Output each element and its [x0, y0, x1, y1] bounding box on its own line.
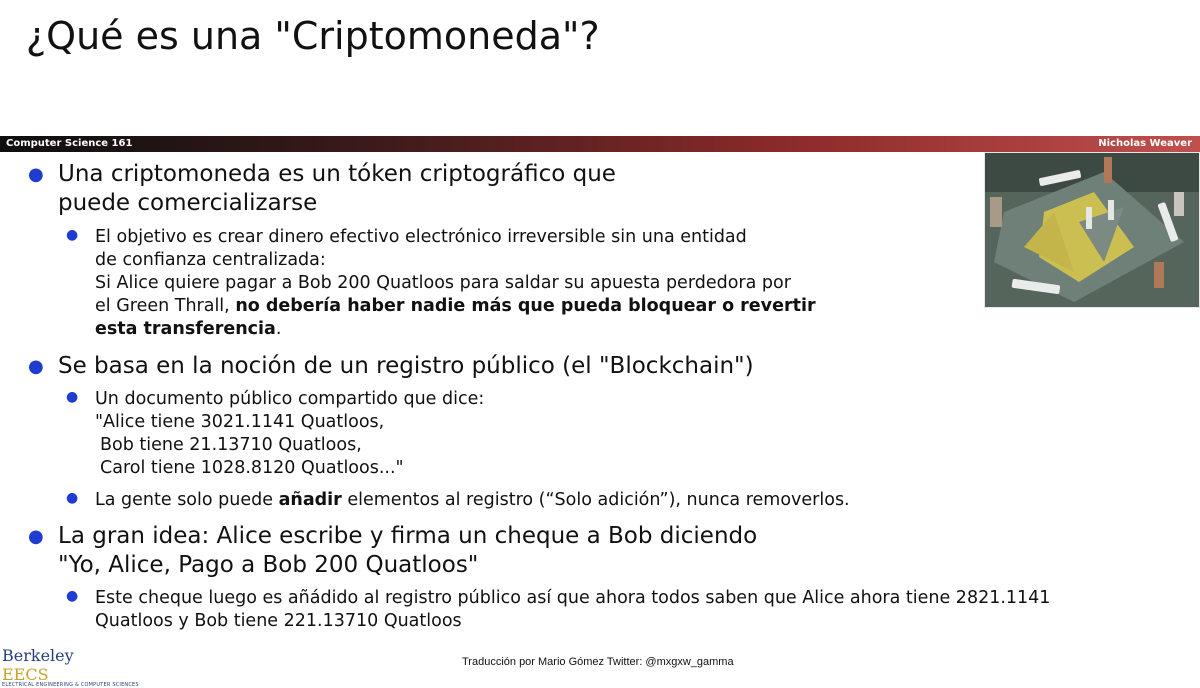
bullet-dot: ●	[28, 164, 44, 185]
bullet-text: La gran idea: Alice escribe y firma un cheque a Bob diciendo	[58, 523, 758, 549]
sub-bullet-text: "Alice tiene 3021.1141 Quatloos,	[95, 412, 385, 432]
translation-credit: Traducción por Mario Gómez Twitter: @mxgxw_gamma	[462, 656, 734, 668]
logo-tagline: ELECTRICAL ENGINEERING & COMPUTER SCIENCES	[2, 682, 139, 688]
slide-title: ¿Qué es una "Criptomoneda"?	[26, 14, 600, 58]
sub-bullet-emphasis: añadir	[278, 490, 342, 510]
sub-bullet-dot: ●	[66, 227, 79, 243]
berkeley-eecs-logo	[2, 646, 139, 688]
sub-bullet-plain: La gente solo puede	[95, 490, 279, 510]
sub-bullet-dot: ●	[66, 389, 79, 405]
sub-bullet-text: Este cheque luego es añádido al registro público así que ahora todos saben que Alice ahora tiene 2821.1141	[95, 588, 1051, 608]
sub-bullet-text: Bob tiene 21.13710 Quatloos,	[100, 435, 362, 455]
header-band	[0, 136, 1200, 152]
bullet-dot: ●	[28, 356, 44, 377]
bullet-text: Una criptomoneda es un tóken criptográfico que	[58, 161, 616, 187]
sub-bullet-text	[95, 489, 850, 512]
sub-bullet-text: de confianza centralizada:	[95, 250, 326, 270]
sub-bullet-emphasis: no debería haber nadie más que pueda bloquear o revertir	[235, 296, 816, 316]
sub-bullet-plain: el Green Thrall,	[95, 296, 236, 316]
author-label: Nicholas Weaver	[1098, 138, 1192, 149]
sub-bullet-text: Si Alice quiere pagar a Bob 200 Quatloos para saldar su apuesta perdedora por	[95, 273, 791, 293]
sub-bullet-text: Carol tiene 1028.8120 Quatloos..."	[100, 458, 404, 478]
sub-bullet-dot: ●	[66, 490, 79, 506]
bullet-text: Se basa en la noción de un registro público (el "Blockchain")	[58, 353, 754, 379]
sub-bullet-dot: ●	[66, 588, 79, 604]
sub-bullet-text: Un documento público compartido que dice:	[95, 389, 485, 409]
bullet-text: puede comercializarse	[58, 190, 318, 216]
arena-photo-image	[984, 152, 1200, 308]
bullet-text: "Yo, Alice, Pago a Bob 200 Quatloos"	[58, 552, 479, 578]
sub-bullet-text: Quatloos y Bob tiene 221.13710 Quatloos	[95, 611, 462, 631]
sub-bullet-text: El objetivo es crear dinero efectivo electrónico irreversible sin una entidad	[95, 227, 747, 247]
sub-bullet-text	[95, 318, 281, 341]
sub-bullet-text	[95, 295, 816, 318]
logo-berkeley: Berkeley	[2, 646, 74, 665]
bullet-dot: ●	[28, 526, 44, 547]
sub-bullet-emphasis: esta transferencia	[95, 319, 276, 339]
sub-bullet-plain: elementos al registro (“Solo adición”), nunca removerlos.	[341, 490, 850, 510]
sub-bullet-plain: .	[275, 319, 282, 339]
arena-photo	[984, 152, 1200, 308]
logo-eecs: EECS	[2, 665, 49, 684]
course-label: Computer Science 161	[6, 138, 133, 149]
